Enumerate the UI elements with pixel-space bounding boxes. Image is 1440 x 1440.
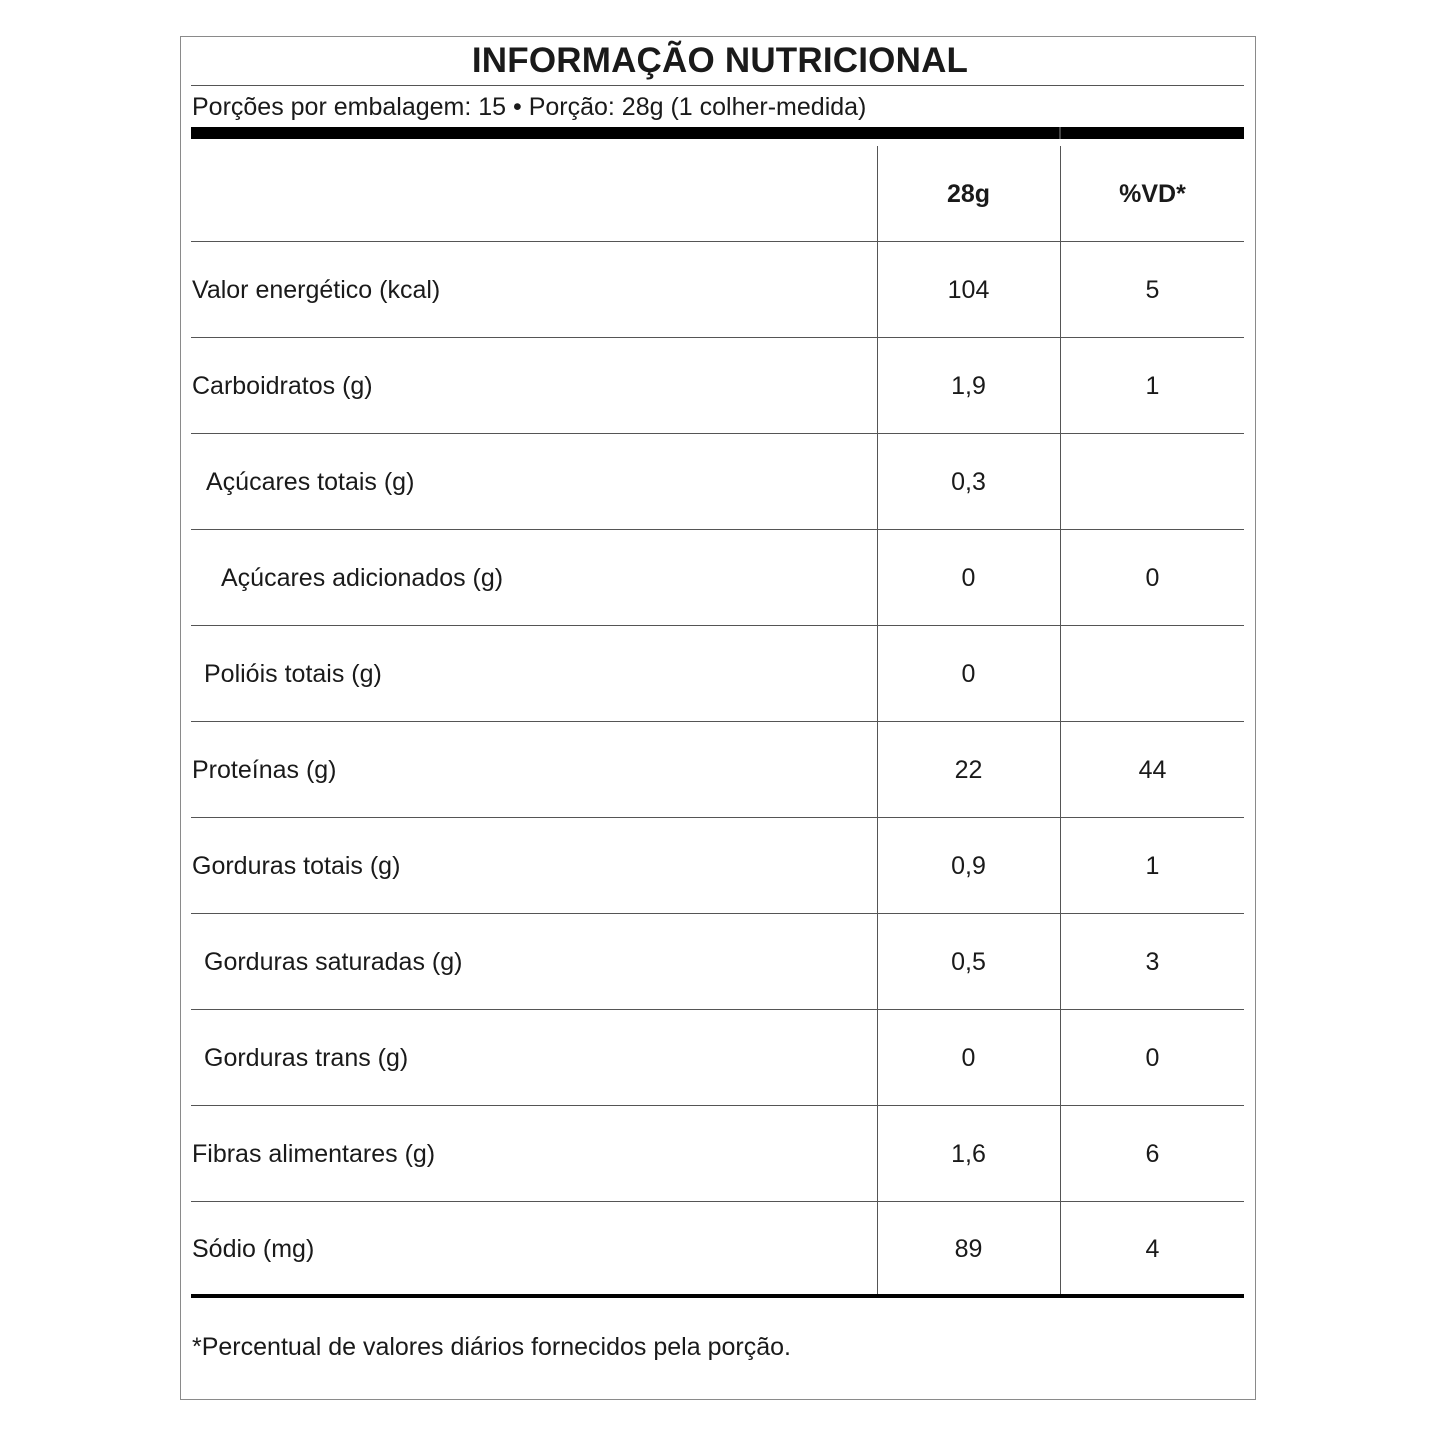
column-header-dv: %VD*	[1119, 180, 1186, 208]
table-row-carboidratos	[0, 338, 1440, 434]
nutrient-dv: 0	[1145, 564, 1160, 592]
nutrient-name: Fibras alimentares (g)	[192, 1140, 436, 1168]
nutrient-amount: 22	[954, 756, 983, 784]
label-title: INFORMAÇÃO NUTRICIONAL	[471, 41, 969, 80]
nutrient-amount: 1,6	[951, 1140, 986, 1168]
table-row-gorduras-totais	[0, 818, 1440, 914]
nutrient-dv: 4	[1145, 1235, 1160, 1263]
nutrient-dv: 1	[1145, 852, 1160, 880]
nutrient-dv: 6	[1145, 1140, 1160, 1168]
table-row-poliois-totais	[0, 626, 1440, 722]
bottom-divider	[191, 1294, 1244, 1298]
nutrient-name: Proteínas (g)	[192, 756, 337, 784]
nutrient-amount: 0,5	[951, 948, 986, 976]
serving-info: Porções por embalagem: 15 • Porção: 28g (1 colher-medida)	[192, 93, 867, 121]
table-row-proteinas	[0, 722, 1440, 818]
table-row-sodio	[0, 1201, 1440, 1297]
nutrient-name: Carboidratos (g)	[192, 372, 373, 400]
nutrient-amount: 0	[961, 660, 976, 688]
nutrient-amount: 89	[954, 1235, 983, 1263]
column-header-amount: 28g	[946, 180, 991, 208]
table-row-fibras-alimentares	[0, 1106, 1440, 1202]
nutrient-amount: 0,9	[951, 852, 986, 880]
nutrient-amount: 1,9	[951, 372, 986, 400]
nutrient-name: Açúcares totais (g)	[206, 468, 415, 496]
nutrient-dv: 1	[1145, 372, 1160, 400]
nutrient-dv: 0	[1145, 1044, 1160, 1072]
nutrient-dv	[1061, 626, 1244, 722]
nutrient-name: Sódio (mg)	[192, 1235, 315, 1263]
table-row-acucares-adicionados	[0, 530, 1440, 626]
nutrient-amount: 104	[947, 276, 990, 304]
nutrient-amount: 0	[961, 1044, 976, 1072]
table-row-valor-energetico	[0, 242, 1440, 338]
nutrient-name: Gorduras trans (g)	[204, 1044, 409, 1072]
title-divider	[191, 85, 1244, 86]
nutrient-dv: 44	[1138, 756, 1167, 784]
nutrient-amount: 0,3	[951, 468, 986, 496]
nutrient-dv	[1061, 434, 1244, 530]
nutrient-name: Açúcares adicionados (g)	[221, 564, 504, 592]
nutrient-name: Valor energético (kcal)	[192, 276, 441, 304]
footnote: *Percentual de valores diários fornecidos pela porção.	[192, 1333, 791, 1361]
table-row-acucares-totais	[0, 434, 1440, 530]
table-header-row	[0, 146, 1440, 242]
nutrient-amount: 0	[961, 564, 976, 592]
nutrient-dv: 3	[1145, 948, 1160, 976]
table-row-gorduras-saturadas	[0, 914, 1440, 1010]
table-row-gorduras-trans	[0, 1010, 1440, 1106]
nutrient-name: Polióis totais (g)	[204, 660, 382, 688]
nutrient-name: Gorduras totais (g)	[192, 852, 401, 880]
nutrient-dv: 5	[1145, 276, 1160, 304]
nutrient-name: Gorduras saturadas (g)	[204, 948, 463, 976]
thick-divider	[191, 127, 1244, 139]
